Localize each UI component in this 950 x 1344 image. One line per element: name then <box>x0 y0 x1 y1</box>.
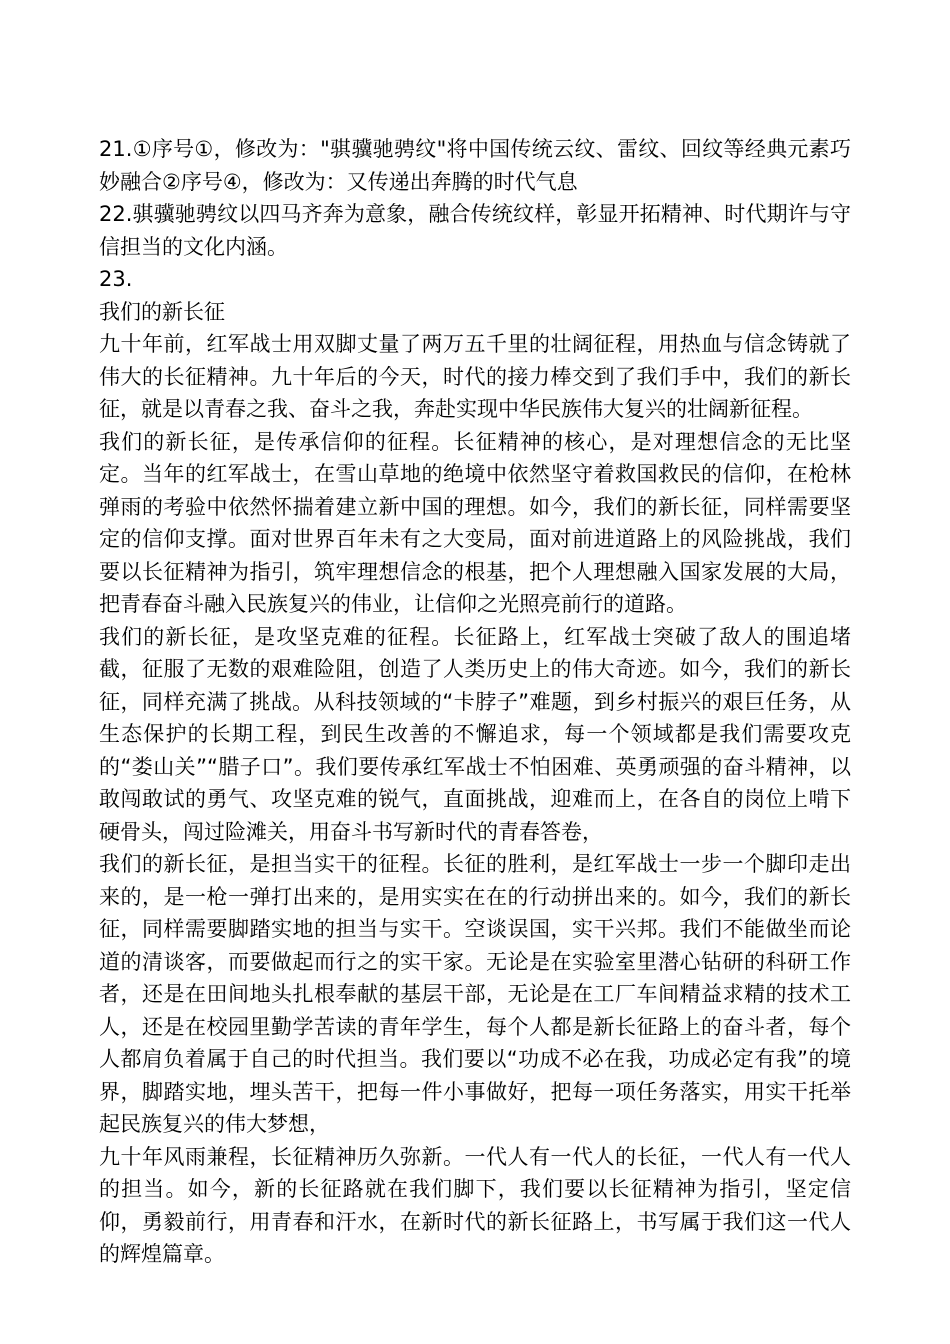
essay-paragraph: 我们的新长征，是传承信仰的征程。长征精神的核心，是对理想信念的无比坚定。当年的红军战士，在雪山草地的绝境中依然坚守着救国救民的信仰，在枪林弹雨的考验中依然怀揣着建立新中国的理想。如今，我们的新长征，同样需要坚定的信仰支撑。面对世界百年未有之大变局，面对前进道路上的风险挑战，我们要以长征精神为指引，筑牢理想信念的根基，把个人理想融入国家发展的大局，把青春奋斗融入民族复兴的伟业，让信仰之光照亮前行的道路。 <box>99 429 851 616</box>
answer-22: 22.骐骥驰骋纹以四马齐奔为意象，融合传统纹样，彰显开拓精神、时代期许与守信担当的文化内涵。 <box>99 202 851 259</box>
answer-document <box>99 133 851 1271</box>
essay-paragraph: 九十年前，红军战士用双脚丈量了两万五千里的壮阔征程，用热血与信念铸就了伟大的长征精神。九十年后的今天，时代的接力棒交到了我们手中，我们的新长征，就是以青春之我、奋斗之我，奔赴实现中华民族伟大复兴的壮阔新征程。 <box>99 332 851 421</box>
essay-paragraph: 我们的新长征，是担当实干的征程。长征的胜利，是红军战士一步一个脚印走出来的，是一枪一弹打出来的，是用实实在在的行动拼出来的。如今，我们的新长征，同样需要脚踏实地的担当与实干。空谈误国，实干兴邦。我们不能做坐而论道的清谈客，而要做起而行之的实干家。无论是在实验室里潜心钻研的科研工作者，还是在田间地头扎根奉献的基层干部，无论是在工厂车间精益求精的技术工人，还是在校园里勤学苦读的青年学生，每个人都是新长征路上的奋斗者，每个人都肩负着属于自己的时代担当。我们要以“功成不必在我，功成必定有我”的境界，脚踏实地，埋头苦干，把每一件小事做好，把每一项任务落实，用实干托举起民族复兴的伟大梦想， <box>99 852 851 1136</box>
essay-paragraph: 我们的新长征，是攻坚克难的征程。长征路上，红军战士突破了敌人的围追堵截，征服了无数的艰难险阻，创造了人类历史上的伟大奇迹。如今，我们的新长征，同样充满了挑战。从科技领域的“卡脖子”难题，到乡村振兴的艰巨任务，从生态保护的长期工程，到民生改善的不懈追求，每一个领域都是我们需要攻克的“娄山关”“腊子口”。我们要传承红军战士不怕困难、英勇顽强的奋斗精神，以敢闯敢试的勇气、攻坚克难的锐气，直面挑战，迎难而上，在各自的岗位上啃下硬骨头，闯过险滩关，用奋斗书写新时代的青春答卷， <box>99 624 851 844</box>
essay-title: 我们的新长征 <box>99 299 225 324</box>
answer-21: 21.①序号①，修改为："骐骥驰骋纹"将中国传统云纹、雷纹、回纹等经典元素巧妙融合②序号④，修改为：又传递出奔腾的时代气息 <box>99 137 851 194</box>
answer-23-number: 23. <box>99 267 133 291</box>
essay-paragraph: 九十年风雨兼程，长征精神历久弥新。一代人有一代人的长征，一代人有一代人的担当。如今，新的长征路就在我们脚下，我们要以长征精神为指引，坚定信仰，勇毅前行，用青春和汗水，在新时代的新长征路上，书写属于我们这一代人的辉煌篇章。 <box>99 1144 851 1266</box>
